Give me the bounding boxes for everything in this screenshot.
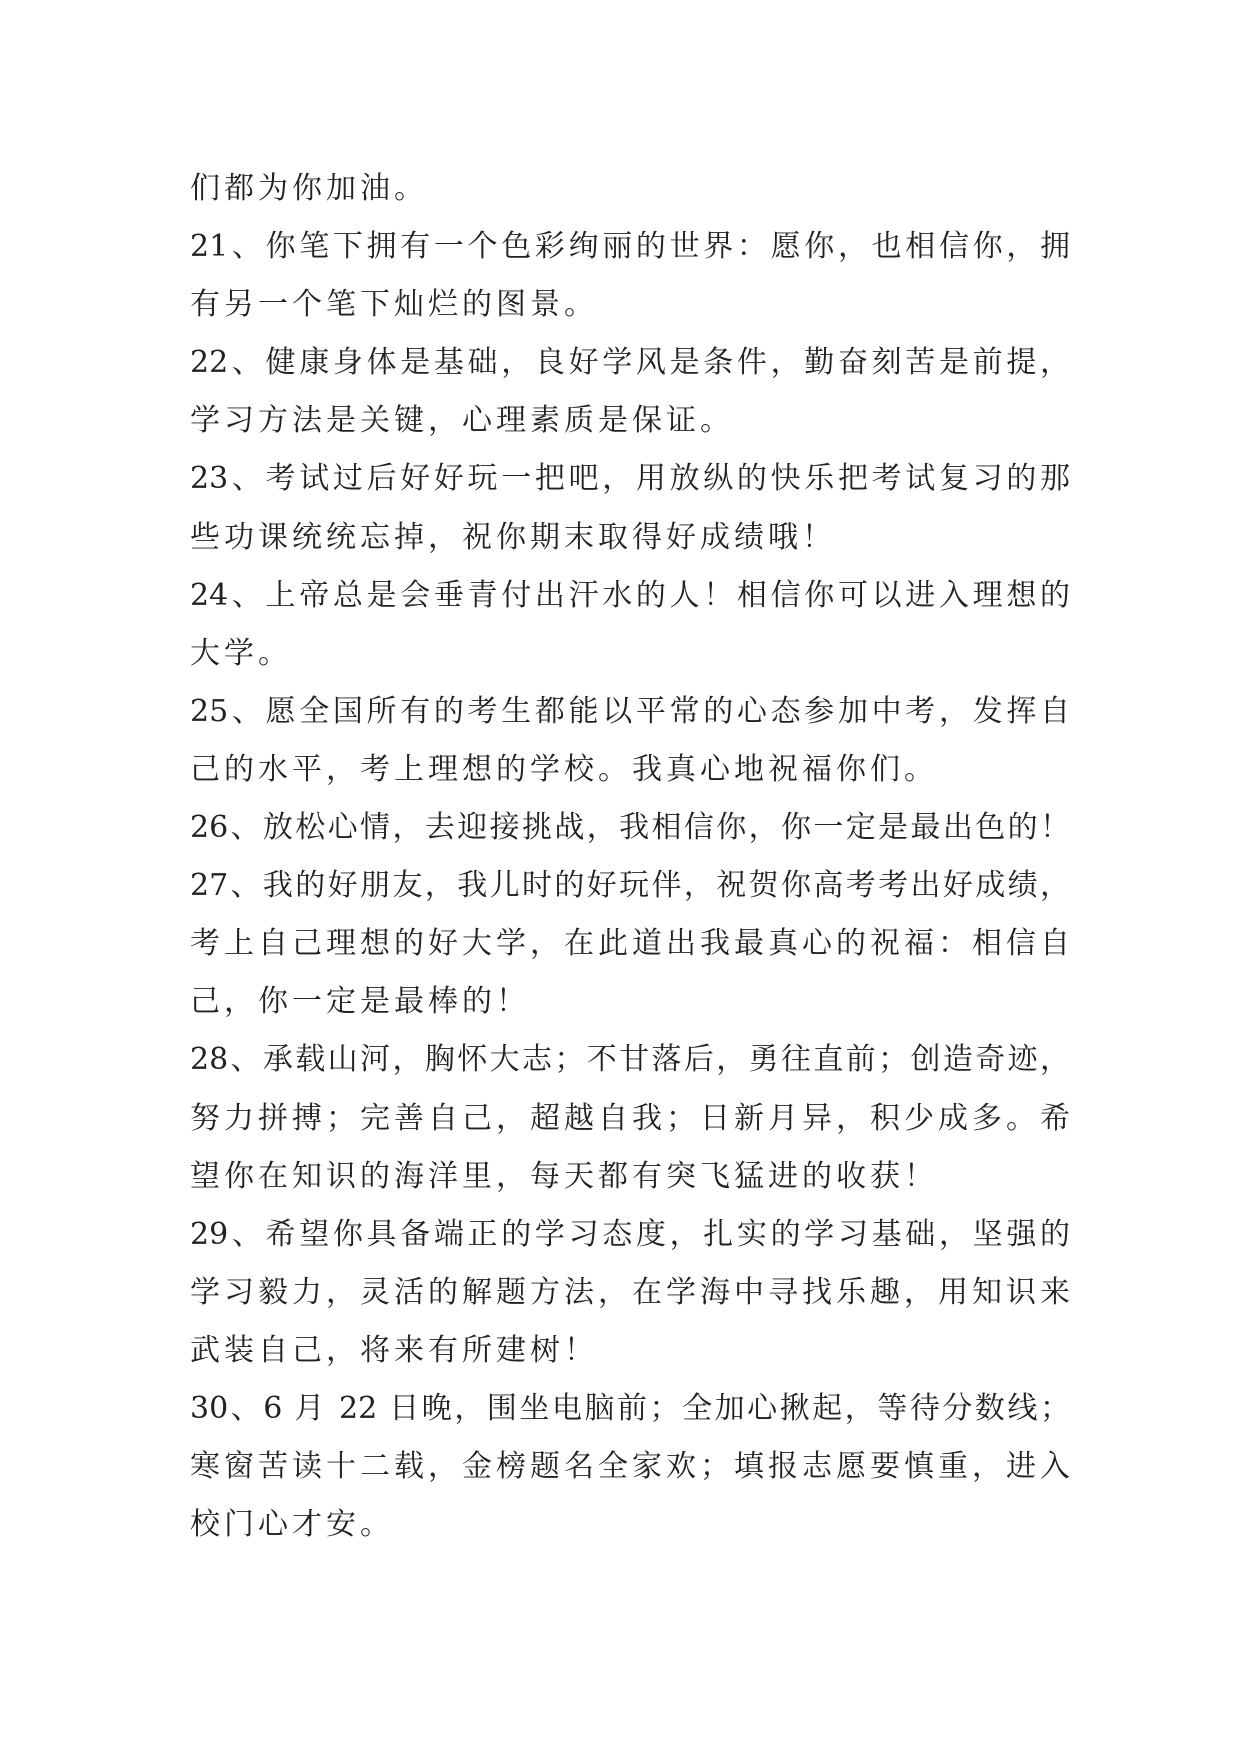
text-line: 学习毅力，灵活的解题方法，在学海中寻找乐趣，用知识来 — [190, 1274, 1070, 1310]
text-line: 24、上帝总是会垂青付出汗水的人！相信你可以进入理想的 — [190, 577, 1070, 613]
text-line: 27、我的好朋友，我儿时的好玩伴，祝贺你高考考出好成绩， — [190, 868, 1070, 904]
text-line: 些功课统统忘掉，祝你期末取得好成绩哦！ — [190, 519, 836, 555]
text-line: 己，你一定是最棒的！ — [190, 984, 530, 1020]
text-line: 21、你笔下拥有一个色彩绚丽的世界：愿你，也相信你，拥 — [190, 229, 1070, 265]
text-line: 大学。 — [190, 635, 292, 671]
text-line: 28、承载山河，胸怀大志；不甘落后，勇往直前；创造奇迹， — [190, 1042, 1070, 1078]
text-line: 30、6 月 22 日晚，围坐电脑前；全加心揪起，等待分数线； — [190, 1390, 1070, 1426]
text-line: 23、考试过后好好玩一把吧，用放纵的快乐把考试复习的那 — [190, 461, 1070, 497]
text-line: 望你在知识的海洋里，每天都有突飞猛进的收获！ — [190, 1158, 938, 1194]
text-line: 武装自己，将来有所建树！ — [190, 1332, 598, 1368]
text-line: 22、健康身体是基础，良好学风是条件，勤奋刻苦是前提， — [190, 345, 1070, 381]
text-line: 26、放松心情，去迎接挑战，我相信你，你一定是最出色的！ — [190, 810, 1070, 846]
text-line: 29、希望你具备端正的学习态度，扎实的学习基础，坚强的 — [190, 1216, 1070, 1252]
text-line: 努力拼搏；完善自己，超越自我；日新月异，积少成多。希 — [190, 1100, 1070, 1136]
text-line: 们都为你加油。 — [190, 171, 428, 206]
text-line: 考上自己理想的好大学，在此道出我最真心的祝福：相信自 — [190, 926, 1070, 962]
document-body — [190, 160, 1070, 1554]
text-line: 寒窗苦读十二载，金榜题名全家欢；填报志愿要慎重，进入 — [190, 1449, 1070, 1485]
text-line: 校门心才安。 — [190, 1507, 394, 1543]
text-line: 有另一个笔下灿烂的图景。 — [190, 287, 598, 323]
text-line: 学习方法是关键，心理素质是保证。 — [190, 403, 734, 439]
text-line: 己的水平，考上理想的学校。我真心地祝福你们。 — [190, 751, 938, 787]
text-line: 25、愿全国所有的考生都能以平常的心态参加中考，发挥自 — [190, 693, 1070, 729]
